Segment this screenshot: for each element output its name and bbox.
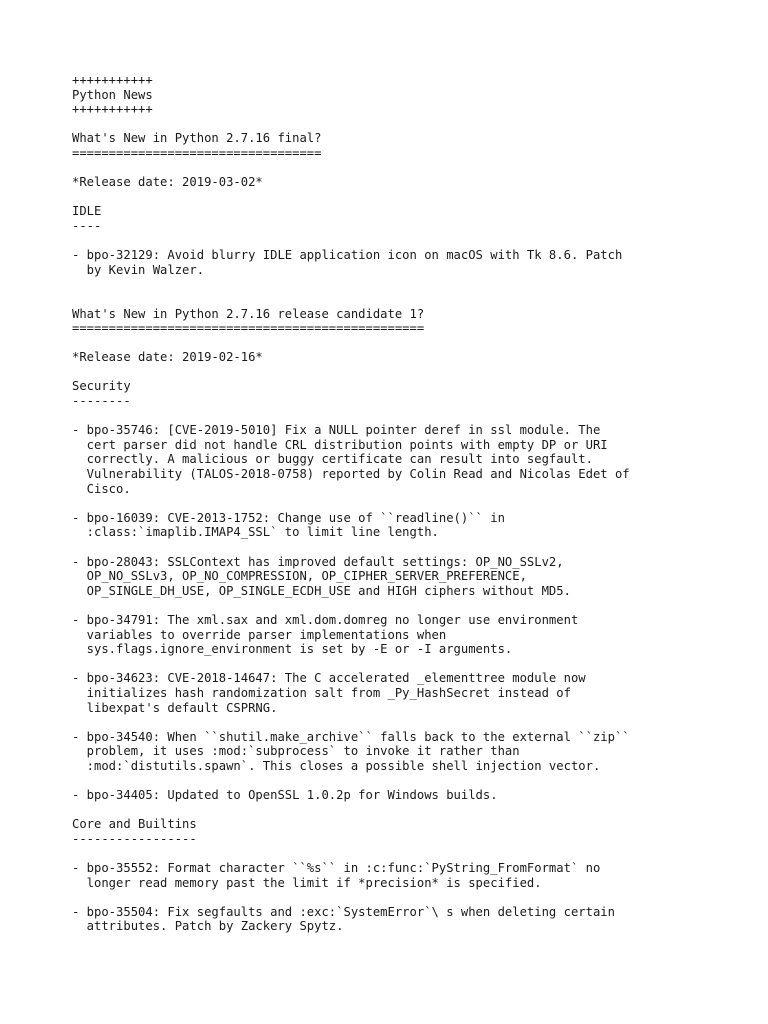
news-entry: cert parser did not handle CRL distribution points with empty DP or URI <box>72 437 608 452</box>
news-entry: OP_NO_SSLv3, OP_NO_COMPRESSION, OP_CIPHER_SERVER_PREFERENCE, <box>72 569 527 584</box>
document-line <box>72 190 762 205</box>
section-heading: What's New in Python 2.7.16 final? <box>72 131 322 146</box>
document-line <box>72 496 762 511</box>
document-line: ---- <box>72 218 102 233</box>
document-line: -------- <box>72 394 131 409</box>
document-line <box>72 803 762 818</box>
document-line: +++++++++++ <box>72 102 153 117</box>
document-line <box>72 540 762 555</box>
release-date: *Release date: 2019-03-02* <box>72 175 263 190</box>
news-entry: - bpo-34405: Updated to OpenSSL 1.0.2p for Windows builds. <box>72 788 498 803</box>
news-entry: - bpo-32129: Avoid blurry IDLE application icon on macOS with Tk 8.6. Patch <box>72 248 623 263</box>
document-line <box>72 117 762 132</box>
news-entry: - bpo-34540: When ``shutil.make_archive`` falls back to the external ``zip`` <box>72 729 630 744</box>
document-line <box>72 774 762 789</box>
document-line: ================================================ <box>72 321 425 336</box>
document-line <box>72 336 762 351</box>
news-entry: - bpo-35746: [CVE-2019-5010] Fix a NULL pointer deref in ssl module. The <box>72 423 601 438</box>
news-entry: OP_SINGLE_DH_USE, OP_SINGLE_ECDH_USE and HIGH ciphers without MD5. <box>72 583 571 598</box>
document-line <box>72 846 762 861</box>
news-entry: - bpo-34623: CVE-2018-14647: The C accelerated _elementtree module now <box>72 671 586 686</box>
news-entry: sys.flags.ignore_environment is set by -E or -I arguments. <box>72 642 513 657</box>
document-line <box>72 277 762 292</box>
section-heading: What's New in Python 2.7.16 release candidate 1? <box>72 306 425 321</box>
news-entry: Vulnerability (TALOS-2018-0758) reported by Colin Read and Nicolas Edet of <box>72 467 630 482</box>
news-entry: variables to override parser implementations when <box>72 627 447 642</box>
news-entry: - bpo-35552: Format character ``%s`` in :c:func:`PyString_FromFormat` no <box>72 861 601 876</box>
document-line <box>72 715 762 730</box>
news-entry: - bpo-28043: SSLContext has improved default settings: OP_NO_SSLv2, <box>72 554 564 569</box>
news-entry: :mod:`distutils.spawn`. This closes a possible shell injection vector. <box>72 758 601 773</box>
subsection-heading: Core and Builtins <box>72 817 197 832</box>
document-line <box>72 365 762 380</box>
subsection-heading: Security <box>72 379 131 394</box>
document-page <box>72 73 762 934</box>
news-entry: problem, it uses :mod:`subprocess` to invoke it rather than <box>72 744 520 759</box>
document-line: ----------------- <box>72 831 197 846</box>
document-line: +++++++++++ <box>72 73 153 87</box>
news-entry: initializes hash randomization salt from _Py_HashSecret instead of <box>72 685 571 700</box>
news-entry: longer read memory past the limit if *precision* is specified. <box>72 875 542 890</box>
news-entry: correctly. A malicious or buggy certificate can result into segfault. <box>72 452 593 467</box>
news-entry: - bpo-16039: CVE-2013-1752: Change use of ``readline()`` in <box>72 510 505 525</box>
document-title: Python News <box>72 87 153 102</box>
document-line <box>72 161 762 176</box>
release-date: *Release date: 2019-02-16* <box>72 350 263 365</box>
news-entry: by Kevin Walzer. <box>72 262 205 277</box>
document-line <box>72 234 762 249</box>
news-entry: attributes. Patch by Zackery Spytz. <box>72 919 344 934</box>
news-entry: - bpo-34791: The xml.sax and xml.dom.domreg no longer use environment <box>72 612 579 627</box>
subsection-heading: IDLE <box>72 204 102 219</box>
document-line <box>72 292 762 307</box>
news-entry: :class:`imaplib.IMAP4_SSL` to limit line length. <box>72 525 439 540</box>
document-line <box>72 890 762 905</box>
document-line: ================================== <box>72 145 322 160</box>
document-line <box>72 409 762 424</box>
news-entry: libexpat's default CSPRNG. <box>72 700 278 715</box>
document-line <box>72 598 762 613</box>
news-entry: - bpo-35504: Fix segfaults and :exc:`SystemError`\ s when deleting certain <box>72 904 615 919</box>
document-line <box>72 657 762 672</box>
news-entry: Cisco. <box>72 481 131 496</box>
